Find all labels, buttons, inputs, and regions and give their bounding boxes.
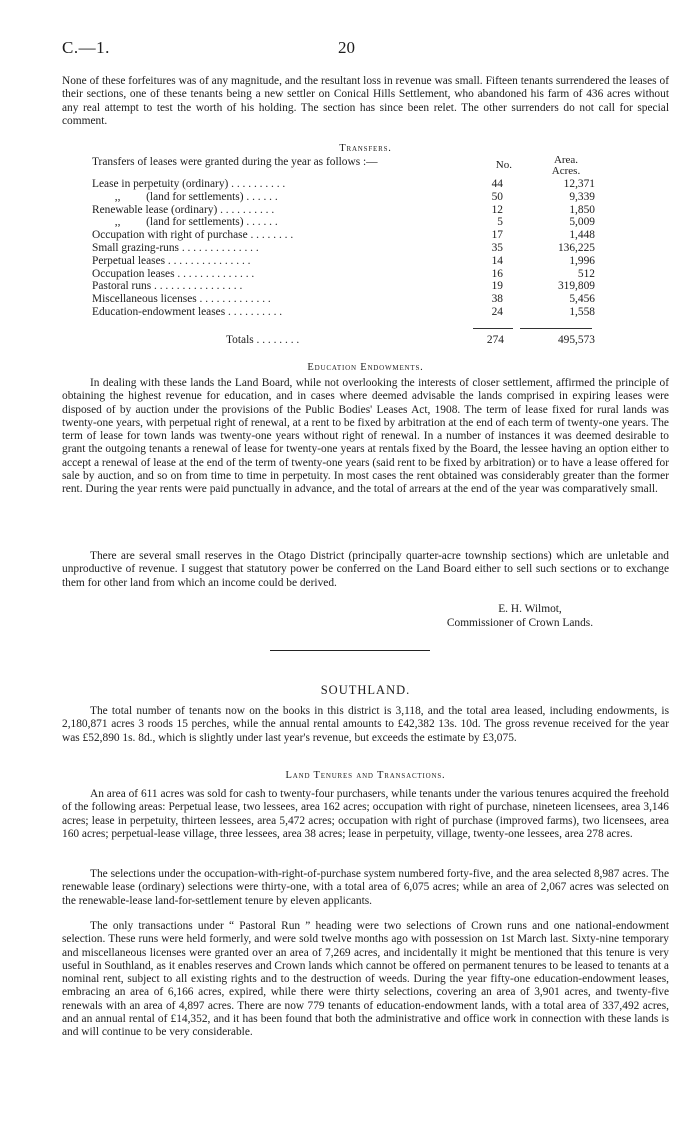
transfer-row (92, 229, 595, 242)
totals-area: 495,573 (557, 334, 595, 346)
transfer-row-area: 12,371 (563, 178, 595, 190)
transfer-row (92, 255, 595, 268)
transfer-row-area: 1,996 (569, 254, 595, 267)
transfer-row (92, 306, 595, 319)
transfer-row-no: 16 (491, 267, 503, 280)
transfer-row (92, 216, 595, 229)
total-rule-area (520, 328, 592, 329)
page-number: 20 (338, 38, 355, 57)
transfer-row-label: Perpetual leases . . . . . . . . . . . . . . . (92, 254, 251, 267)
transfer-row-no: 19 (491, 280, 503, 293)
section-divider (270, 650, 430, 651)
transfers-intro: Transfers of leases were granted during the year as follows :— (92, 156, 378, 168)
forfeitures-paragraph: None of these forfeitures was of any magnitude, and the resultant loss in revenue was small. Fifteen tenants surrendered the leases of their sections, one of these tenants being a new settler on Conical Hills Settlement, who abandoned his farm of 436 acres without any real attempt to test the worth of his holding. The section has since been relet. The other surrenders do not call for special comment. (62, 75, 669, 127)
transfer-row-label: Pastoral runs . . . . . . . . . . . . . . . . (92, 280, 243, 293)
totals-no: 274 (486, 334, 504, 346)
transfers-table (92, 178, 595, 319)
land-tenures-heading: Land Tenures and Transactions. (285, 770, 446, 781)
southland-paragraph-3: The selections under the occupation-with-right-of-purchase system numbered forty-five, and the area selected 8,987 acres. The renewable lease (ordinary) selections were thirty-one, with a total area of 6,075 acres; while an area of 2,067 acres was selected on the renewable-lease land-for-settlement tenure by eleven applicants. (62, 868, 669, 907)
totals-label: Totals . . . . . . . . (226, 334, 300, 346)
transfer-row-label: Miscellaneous licenses . . . . . . . . . . . . . (92, 293, 271, 306)
southland-paragraph-4: The only transactions under “ Pastoral Run ” heading were two selections of Crown runs and one national-endowment selection. These runs were held formerly, and were sold twelve months ago with possession on 1st March last. Sixty-nine temporary and miscellaneous licenses were granted over an area of 7,269 acres, and incidentally it might be mentioned that this tenure is very useful in Southland, as it enables reserves and Crown lands which cannot be offered on permanent tenures to be leased to tenants at a nominal rent, subject to all existing rights and to the destruction of weeds. During the year fifty-one education-endowment leases, embracing an area of 6,166 acres, expired, while there were thirty selections, covering an area of 3,901 acres, and twenty-five renewals with an area of 4,897 acres. There are now 779 tenants of education-endowment lands, with a total area of 337,492 acres, and an annual rental of £14,352, and it has been found that both the administrative and office work in connection with these lands is and will continue to be very considerable. (62, 920, 669, 1039)
transfer-row-no: 14 (491, 254, 503, 267)
series-code: C.—1. (62, 38, 110, 57)
column-header-no: No. (495, 159, 512, 171)
transfer-row-area: 1,558 (569, 305, 595, 318)
transfer-row-area: 1,448 (569, 229, 595, 242)
transfer-row-label: Occupation leases . . . . . . . . . . . . . . (92, 267, 255, 280)
column-header-acres: Acres. (551, 165, 581, 177)
signature-title: Commissioner of Crown Lands. (446, 617, 594, 629)
transfer-row-label: ,, (land for settlements) . . . . . . (92, 216, 278, 229)
southland-paragraph-1: The total number of tenants now on the books in this district is 3,118, and the total area leased, including endowments, is 2,180,871 acres 3 roods 15 perches, while the annual rental amounts to £42,382 13s. 10d. The gross revenue received for the year was £52,890 1s. 8d., which is slightly under last year's revenue, but exceeds the estimate by £3,075. (62, 705, 669, 744)
transfer-row-area: 512 (577, 267, 595, 280)
transfer-row (92, 204, 595, 217)
transfer-row (92, 280, 595, 293)
transfer-row-label: Occupation with right of purchase . . . . . . . . (92, 229, 294, 242)
transfer-row-area: 9,339 (569, 190, 595, 203)
transfer-row-label: Small grazing-runs . . . . . . . . . . . . . . (92, 241, 259, 254)
transfer-row-label: ,, (land for settlements) . . . . . . (92, 190, 278, 203)
transfer-row (92, 191, 595, 204)
transfer-row-no: 17 (491, 229, 503, 242)
transfer-row-label: Lease in perpetuity (ordinary) . . . . . . . . . . (92, 178, 286, 190)
transfer-row-no: 44 (491, 178, 503, 190)
transfer-row-area: 136,225 (557, 241, 595, 254)
transfer-row-area: 5,009 (569, 216, 595, 229)
southland-paragraph-2: An area of 611 acres was sold for cash to twenty-four purchasers, while tenants under the various tenures acquired the freehold of the following areas: Perpetual lease, two lessees, area 162 acres; occupation with right of purchase, nineteen licensees, area 3,146 acres; lease in perpetuity, thirteen lessees, area 5,472 acres; occupation with right of purchase (improved farms), two licensees, area 160 acres; perpetual-lease village, three lessees, area 38 acres; lease in perpetuity, village, twenty-one lessees, area 278 acres. (62, 788, 669, 840)
transfer-row-area: 319,809 (557, 280, 595, 293)
transfers-heading: Transfers. (339, 143, 392, 154)
transfer-row (92, 242, 595, 255)
transfer-row-label: Education-endowment leases . . . . . . . . . . (92, 305, 283, 318)
transfer-row-no: 38 (491, 293, 503, 306)
transfer-row-no: 50 (491, 190, 503, 203)
column-header-area: Area. (553, 154, 579, 166)
total-rule-no (473, 328, 513, 329)
transfer-row-area: 1,850 (569, 203, 595, 216)
education-heading: Education Endowments. (307, 362, 424, 373)
southland-title: SOUTHLAND. (320, 683, 411, 697)
transfer-row (92, 293, 595, 306)
transfer-row (92, 268, 595, 281)
transfer-row-area: 5,456 (569, 293, 595, 306)
signature-name: E. H. Wilmot, (498, 603, 562, 615)
transfer-row-no: 12 (491, 203, 503, 216)
transfer-row-no: 5 (497, 216, 503, 229)
education-paragraph-2: There are several small reserves in the Otago District (principally quarter-acre township sections) which are unletable and unproductive of revenue. I suggest that statutory power be conferred on the Land Board either to sell such sections or to exchange them for other land from which an income could be derived. (62, 550, 669, 589)
transfer-row-no: 35 (491, 241, 503, 254)
education-paragraph-1: In dealing with these lands the Land Board, while not overlooking the interests of closer settlement, affirmed the principle of obtaining the highest revenue for education, and in cases where deemed advisable the lands comprised in expiring leases were disposed of by auction under the provisions of the Public Bodies' Leases Act, 1908. The term of lease fixed for rural lands was twenty-one years, with perpetual right of renewal, at a rent to be fixed by arbitration at the end of each term of twenty-one years. The term of lease for town lands was twenty-one years without right of renewal. In a number of instances it was deemed desirable to grant the outgoing tenants a renewal of lease for twenty-one years at rentals fixed by the Board, the lessee having an option either to accept a renewal of lease at the end of the term of twenty-one years (said rent to be fixed by arbitration) or to have a lease offered for sale by auction, and so on from time to time in perpetuity. In most cases the rent obtained was considerably greater than the former rent. During the year rents were paid punctually in advance, and the total of arrears at the end of the year was comparatively small. (62, 377, 669, 496)
transfer-row-label: Renewable lease (ordinary) . . . . . . . . . . (92, 203, 275, 216)
transfer-row-no: 24 (491, 305, 503, 318)
transfer-row (92, 178, 595, 191)
